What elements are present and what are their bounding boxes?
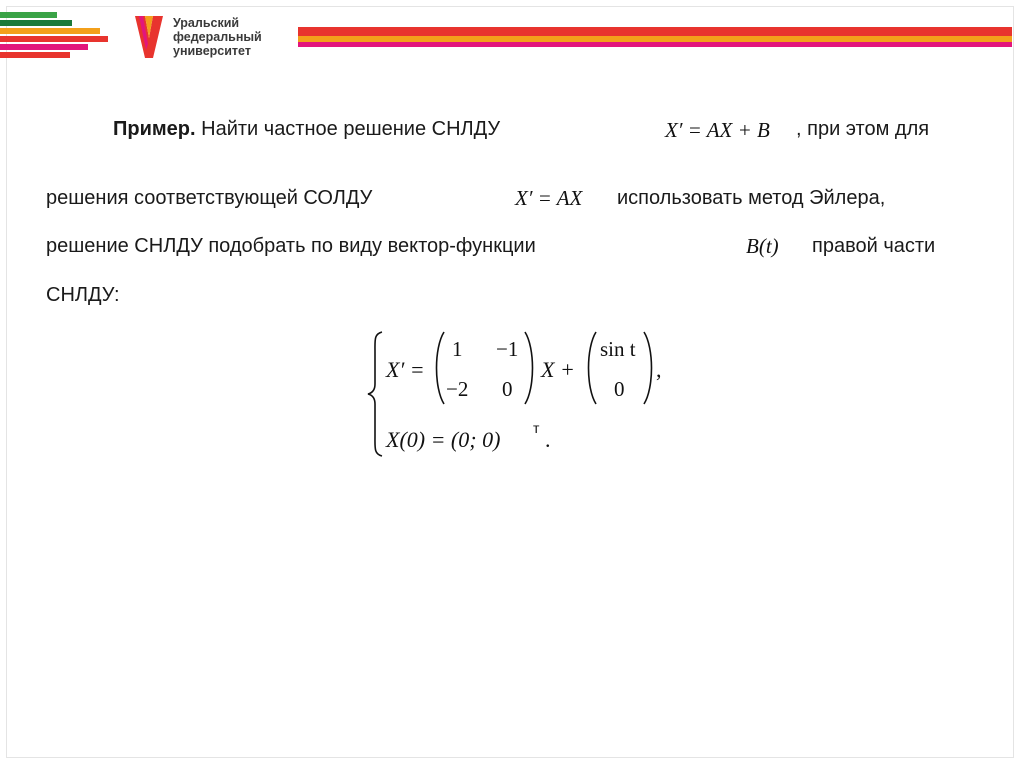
header-bar-right (298, 27, 1012, 49)
stripe-red-2 (0, 52, 70, 58)
system-lhs: X′ = (386, 357, 425, 382)
equation-2: X′ = AX (515, 186, 583, 210)
logo-line-1: Уральский (173, 16, 240, 30)
matrix-left-paren (432, 330, 446, 406)
matrix-a12: −1 (496, 337, 519, 361)
bar-red (298, 27, 1012, 36)
stripe-red (0, 36, 108, 42)
line-1-tail: , при этом для (796, 118, 930, 140)
stripe-pink (0, 44, 88, 50)
line-4: СНЛДУ: (46, 284, 120, 306)
line-1-body: Найти частное решение СНЛДУ (201, 118, 501, 140)
vector-right-paren (642, 330, 656, 406)
stripe-dark-green (0, 20, 72, 26)
vector-b2: 0 (614, 377, 625, 401)
line-3-head: решение СНЛДУ подобрать по виду вектор-функции (46, 235, 536, 257)
matrix-a11: 1 (452, 337, 463, 361)
vector-b1: sin t (600, 337, 636, 361)
header-stripes-left (0, 12, 115, 64)
line-3-tail: правой части (812, 235, 936, 257)
stripe-green (0, 12, 57, 18)
bar-pink (298, 42, 1012, 47)
system-comma: , (656, 357, 662, 382)
initial-condition: X(0) = (0; 0) (386, 427, 501, 452)
equation-3: B(t) (746, 234, 779, 258)
system-x-plus: X + (541, 357, 575, 382)
line-2-head: решения соответствующей СОЛДУ (46, 187, 373, 209)
example-label: Пример. (113, 118, 196, 140)
university-logo (133, 14, 293, 64)
transpose-mark: т (533, 420, 540, 436)
initial-period: . (545, 427, 551, 452)
vector-left-paren (584, 330, 598, 406)
matrix-a22: 0 (502, 377, 513, 401)
matrix-a21: −2 (446, 377, 469, 401)
matrix-right-paren (523, 330, 537, 406)
logo-line-3: университет (173, 44, 251, 58)
logo-text (173, 16, 262, 58)
equation-1: X′ = AX + B (665, 118, 770, 142)
ural-logo-icon (133, 14, 165, 60)
stripe-orange (0, 28, 100, 34)
line-1-text (113, 118, 500, 141)
logo-line-2: федеральный (173, 30, 262, 44)
system-brace (366, 330, 386, 458)
line-2-tail: использовать метод Эйлера, (617, 187, 886, 209)
